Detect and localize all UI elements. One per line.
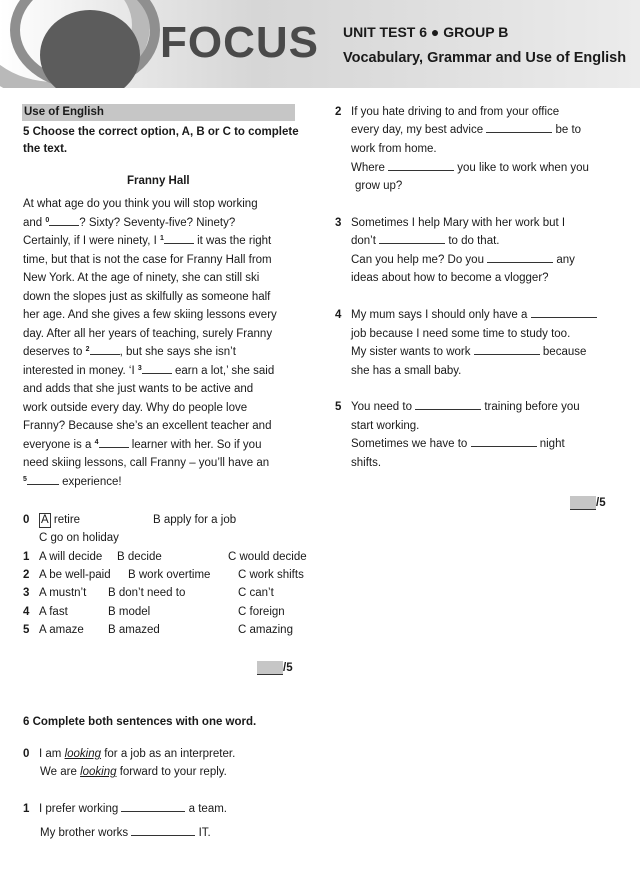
task6-example-2: We are looking forward to your reply.	[40, 766, 227, 778]
header-decoration	[0, 0, 170, 88]
example-answer-box: A	[41, 514, 49, 526]
q4-line-2: job because I need some time to study too.	[351, 328, 571, 340]
option-3-c[interactable]: C can’t	[238, 587, 274, 599]
passage-line: everyone is a $^4$ learner with her. So if you	[23, 436, 261, 455]
passage-line: down the slopes just as skilfully as someone half	[23, 291, 271, 303]
option-1-c[interactable]: C would decide	[228, 551, 307, 563]
q5-blank-2[interactable]	[471, 435, 537, 447]
q3-blank-1[interactable]	[379, 232, 445, 244]
task5-score: /5	[257, 660, 293, 676]
task6-q1-blank-2[interactable]	[131, 824, 195, 836]
option-2-b[interactable]: B work overtime	[128, 569, 211, 581]
passage-line: work outside every day. Why do people love	[23, 402, 248, 414]
option-row-4[interactable]: 4 A fast	[23, 606, 68, 618]
q4-line-3: My sister wants to work because	[351, 343, 586, 362]
focus-logo: FOCUS	[160, 18, 319, 67]
task6-q1-blank-1[interactable]	[121, 800, 185, 812]
section-label: Use of English	[22, 104, 295, 121]
q3-line-4: ideas about how to become a vlogger?	[351, 272, 549, 284]
passage-line: New York. At the age of ninety, she can still ski	[23, 272, 260, 284]
q2-blank-1[interactable]	[486, 121, 552, 133]
q5-line-3: Sometimes we have to night	[351, 435, 565, 454]
option-0-c: C go on holiday	[39, 532, 119, 544]
task5-instruction-1: 5 Choose the correct option, A, B or C to complete	[23, 126, 299, 138]
passage-line: interested in money. ‘I $^3$ earn a lot,’ she said	[23, 362, 274, 381]
answer-blank-2[interactable]	[90, 343, 120, 355]
task6-q1-sentence-1: 1 I prefer working a team.	[23, 800, 227, 819]
q2-blank-2[interactable]	[388, 159, 454, 171]
q5-line-2: start working.	[351, 420, 420, 432]
option-row-1[interactable]: 1 A will decide	[23, 551, 103, 563]
right-score: /5	[570, 495, 606, 511]
q3-line-2: don’t to do that.	[351, 232, 500, 251]
option-2-c[interactable]: C work shifts	[238, 569, 304, 581]
option-1-b[interactable]: B decide	[117, 551, 162, 563]
answer-blank-3[interactable]	[142, 362, 172, 374]
q4-line-4: she has a small baby.	[351, 365, 462, 377]
q5-line-1: 5 You need to training before you	[335, 398, 580, 417]
passage-line: Franny? Because she’s an excellent teacher and	[23, 420, 272, 432]
passage-line: and adds that she just wants to be active and	[23, 383, 254, 395]
q2-line-2: every day, my best advice be to	[351, 121, 581, 140]
option-4-c[interactable]: C foreign	[238, 606, 285, 618]
task5-instruction-2: the text.	[23, 143, 68, 155]
option-row-0: 0 A retire	[23, 514, 81, 526]
answer-blank-4[interactable]	[99, 436, 129, 448]
option-0-b: B apply for a job	[153, 514, 237, 526]
answer-blank-0[interactable]	[49, 214, 79, 226]
passage-line: At what age do you think you will stop working	[23, 198, 258, 210]
answer-blank-1[interactable]	[164, 232, 194, 244]
q5-blank-1[interactable]	[415, 398, 481, 410]
q5-line-4: shifts.	[351, 457, 382, 469]
q4-blank-2[interactable]	[474, 343, 540, 355]
passage-line: $^5$ experience!	[23, 473, 122, 492]
option-row-5[interactable]: 5 A amaze	[23, 624, 84, 636]
q2-line-5: grow up?	[355, 180, 403, 192]
text-title: Franny Hall	[127, 175, 190, 187]
passage-line: and $^0$ ? Sixty? Seventy-five? Ninety?	[23, 214, 235, 233]
option-3-b[interactable]: B don’t need to	[108, 587, 186, 599]
q2-line-1: 2 If you hate driving to and from your office	[335, 106, 560, 118]
option-4-b[interactable]: B model	[108, 606, 151, 618]
passage-line: her age. And she gives a few skiing lessons every	[23, 309, 277, 321]
option-row-2[interactable]: 2 A be well-paid	[23, 569, 111, 581]
passage-line: deserves to $^2$ , but she says she isn’t	[23, 343, 236, 362]
passage-line: time, but that is not the case for Franny Hall from	[23, 254, 272, 266]
option-row-3[interactable]: 3 A mustn’t	[23, 587, 87, 599]
passage-line: Certainly, if I were ninety, I $^1$ it was the right	[23, 232, 271, 251]
q4-blank-1[interactable]	[531, 306, 597, 318]
task6-heading: 6 Complete both sentences with one word.	[23, 716, 257, 728]
task6-q1-sentence-2: My brother works IT.	[40, 824, 211, 843]
q2-line-3: work from home.	[351, 143, 437, 155]
passage-line: need skiing lessons, call Franny – you’ll have an	[23, 457, 270, 469]
q3-line-3: Can you help me? Do you any	[351, 251, 575, 270]
option-5-c[interactable]: C amazing	[238, 624, 293, 636]
score-blank[interactable]	[570, 496, 596, 510]
unit-title: UNIT TEST 6 ● GROUP B	[343, 24, 509, 40]
score-blank[interactable]	[257, 661, 283, 675]
q3-line-1: 3 Sometimes I help Mary with her work but I	[335, 217, 566, 229]
passage-line: day. After all her years of teaching, surely Franny	[23, 328, 273, 340]
q2-line-4: Where you like to work when you	[351, 159, 589, 178]
page-header	[0, 0, 640, 88]
unit-subtitle: Vocabulary, Grammar and Use of English	[343, 50, 627, 66]
task6-example-1: 0 I am looking for a job as an interpreter.	[23, 748, 236, 760]
option-5-b[interactable]: B amazed	[108, 624, 160, 636]
q3-blank-2[interactable]	[487, 251, 553, 263]
q4-line-1: 4 My mum says I should only have a	[335, 306, 597, 325]
answer-blank-5[interactable]	[27, 473, 59, 485]
